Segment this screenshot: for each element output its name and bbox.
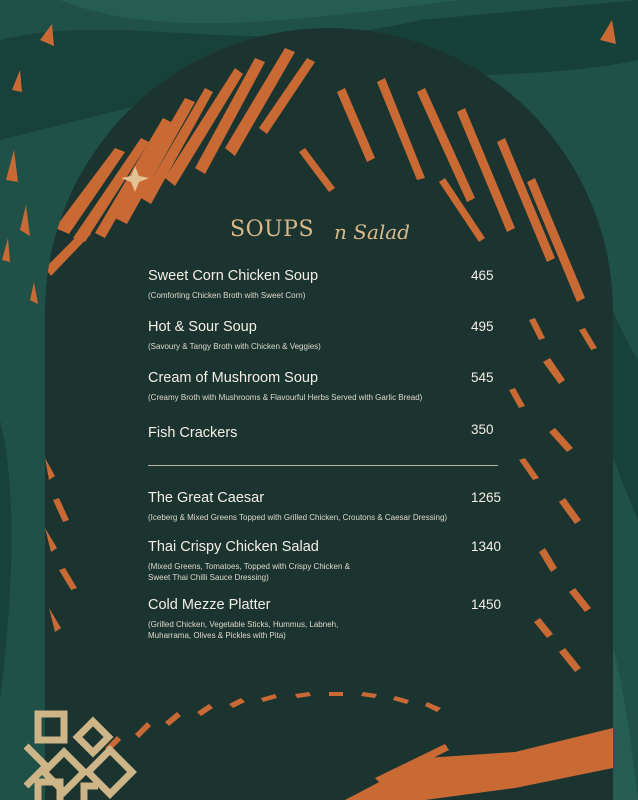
item-price: 1265	[471, 490, 502, 505]
item-name: Cold Mezze Platter	[148, 597, 271, 613]
item-price: 1450	[471, 597, 502, 612]
item-name: Fish Crackers	[148, 425, 238, 441]
item-price: 350	[471, 422, 494, 437]
section-divider	[148, 465, 498, 466]
heading-script: n Salad	[334, 220, 410, 244]
item-name: Thai Crispy Chicken Salad	[148, 539, 319, 555]
item-name: Cream of Mushroom Soup	[148, 370, 319, 386]
decorative-lattice-logo-icon	[24, 706, 144, 800]
item-name: The Great Caesar	[148, 490, 265, 506]
item-description: (Comforting Chicken Broth with Sweet Corn)	[148, 291, 306, 300]
item-price: 465	[471, 268, 494, 283]
item-description: (Iceberg & Mixed Greens Topped with Grilled Chicken, Croutons & Caesar Dressing)	[148, 513, 448, 522]
item-description: (Savoury & Tangy Broth with Chicken & Veggies)	[148, 342, 321, 351]
item-name: Hot & Sour Soup	[148, 319, 257, 335]
item-price: 1340	[471, 539, 502, 554]
item-price: 545	[471, 370, 494, 385]
heading-word: SOUPS	[230, 217, 315, 242]
brush-strokes-decoration	[45, 28, 613, 800]
section-heading	[230, 212, 430, 252]
item-description: (Mixed Greens, Tomatoes, Topped with Crispy Chicken & Sweet Thai Chilli Sauce Dressing)	[148, 562, 351, 582]
menu-arch-panel	[45, 28, 613, 800]
item-description: (Grilled Chicken, Vegetable Sticks, Hummus, Labneh, Muharrama, Olives & Pickles with Pita)	[148, 620, 339, 640]
item-price: 495	[471, 319, 494, 334]
item-name: Sweet Corn Chicken Soup	[148, 268, 319, 284]
item-description: (Creamy Broth with Mushrooms & Flavourful Herbs Served with Garlic Bread)	[148, 393, 423, 402]
